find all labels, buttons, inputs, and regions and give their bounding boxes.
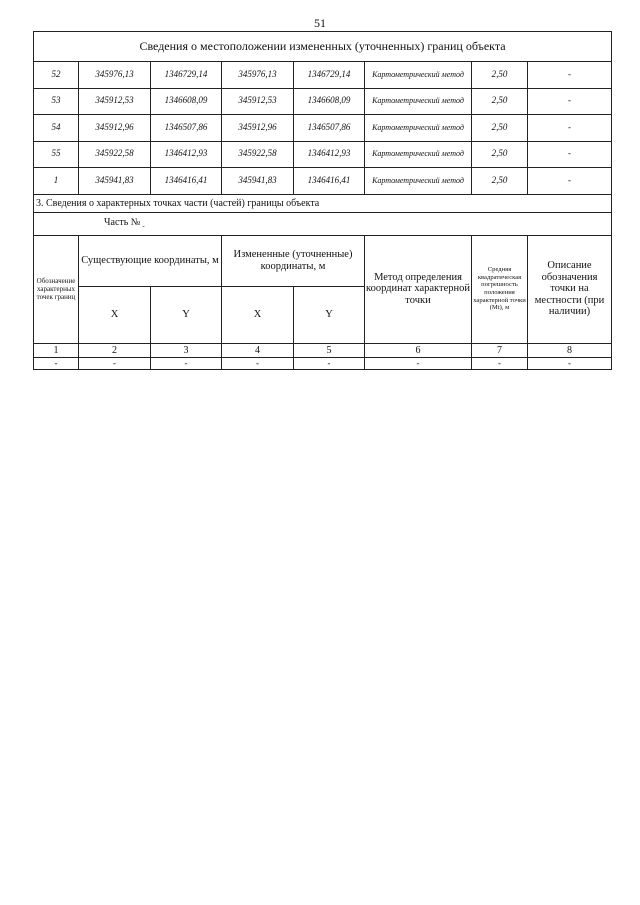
changed-x: 345976,13 bbox=[222, 62, 294, 89]
existing-x: 345912,53 bbox=[79, 88, 151, 115]
empty-cell: - bbox=[294, 357, 365, 369]
empty-cell: - bbox=[222, 357, 294, 369]
changed-y: 1346507,86 bbox=[294, 115, 365, 142]
changed-x: 345912,96 bbox=[222, 115, 294, 142]
header-changed-coords: Измененные (уточненные) координаты, м bbox=[222, 235, 365, 286]
changed-y: 1346608,09 bbox=[294, 88, 365, 115]
column-number: 1 bbox=[34, 343, 79, 357]
part-number bbox=[34, 212, 612, 235]
table-row bbox=[34, 141, 612, 168]
changed-x: 345912,53 bbox=[222, 88, 294, 115]
point-number: 55 bbox=[34, 141, 79, 168]
part-value: - bbox=[142, 221, 145, 230]
header-existing-coords: Существующие координаты, м bbox=[79, 235, 222, 286]
table-row bbox=[34, 357, 612, 369]
empty-cell: - bbox=[528, 357, 612, 369]
empty-cell: - bbox=[79, 357, 151, 369]
boundary-table bbox=[33, 31, 612, 370]
column-number: 6 bbox=[365, 343, 472, 357]
point-number: 53 bbox=[34, 88, 79, 115]
description: - bbox=[528, 115, 612, 142]
existing-y: 1346412,93 bbox=[151, 141, 222, 168]
changed-y: 1346729,14 bbox=[294, 62, 365, 89]
accuracy: 2,50 bbox=[472, 88, 528, 115]
column-number: 5 bbox=[294, 343, 365, 357]
page-number: 51 bbox=[314, 16, 326, 30]
existing-x: 345912,96 bbox=[79, 115, 151, 142]
table-row bbox=[34, 88, 612, 115]
existing-x: 345941,83 bbox=[79, 168, 151, 195]
method: Картометрический метод bbox=[365, 62, 472, 89]
header-changed-x: X bbox=[222, 286, 294, 343]
accuracy: 2,50 bbox=[472, 62, 528, 89]
existing-y: 1346729,14 bbox=[151, 62, 222, 89]
empty-cell: - bbox=[472, 357, 528, 369]
changed-x: 345922,58 bbox=[222, 141, 294, 168]
existing-y: 1346608,09 bbox=[151, 88, 222, 115]
description: - bbox=[528, 168, 612, 195]
section-title: 3. Сведения о характерных точках части (частей) границы объекта bbox=[34, 194, 612, 212]
empty-cell: - bbox=[34, 357, 79, 369]
header-description: Описание обозначения точки на местности (при наличии) bbox=[528, 235, 612, 343]
column-number: 3 bbox=[151, 343, 222, 357]
description: - bbox=[528, 62, 612, 89]
changed-x: 345941,83 bbox=[222, 168, 294, 195]
method: Картометрический метод bbox=[365, 168, 472, 195]
point-number: 54 bbox=[34, 115, 79, 142]
table-row bbox=[34, 62, 612, 89]
table-title: Сведения о местоположении измененных (уточненных) границ объекта bbox=[34, 32, 612, 62]
empty-cell: - bbox=[151, 357, 222, 369]
point-number: 52 bbox=[34, 62, 79, 89]
header-accuracy: Средняя квадратическая погрешность положения характерной точки (Mt), м bbox=[472, 235, 528, 343]
existing-x: 345922,58 bbox=[79, 141, 151, 168]
header-point-designation: Обозначение характерных точек границ bbox=[34, 235, 79, 343]
header-existing-y: Y bbox=[151, 286, 222, 343]
method: Картометрический метод bbox=[365, 115, 472, 142]
description: - bbox=[528, 141, 612, 168]
empty-cell: - bbox=[365, 357, 472, 369]
changed-y: 1346416,41 bbox=[294, 168, 365, 195]
column-number: 4 bbox=[222, 343, 294, 357]
existing-y: 1346507,86 bbox=[151, 115, 222, 142]
table-row bbox=[34, 115, 612, 142]
point-number: 1 bbox=[34, 168, 79, 195]
column-number: 8 bbox=[528, 343, 612, 357]
method: Картометрический метод bbox=[365, 141, 472, 168]
changed-y: 1346412,93 bbox=[294, 141, 365, 168]
accuracy: 2,50 bbox=[472, 115, 528, 142]
part-label: Часть № bbox=[104, 216, 141, 228]
column-numbers-row bbox=[34, 343, 612, 357]
header-changed-y: Y bbox=[294, 286, 365, 343]
description: - bbox=[528, 88, 612, 115]
header-method: Метод определения координат характерной точки bbox=[365, 235, 472, 343]
method: Картометрический метод bbox=[365, 88, 472, 115]
column-number: 2 bbox=[79, 343, 151, 357]
existing-x: 345976,13 bbox=[79, 62, 151, 89]
existing-y: 1346416,41 bbox=[151, 168, 222, 195]
table-row bbox=[34, 168, 612, 195]
header-existing-x: X bbox=[79, 286, 151, 343]
accuracy: 2,50 bbox=[472, 141, 528, 168]
column-number: 7 bbox=[472, 343, 528, 357]
accuracy: 2,50 bbox=[472, 168, 528, 195]
